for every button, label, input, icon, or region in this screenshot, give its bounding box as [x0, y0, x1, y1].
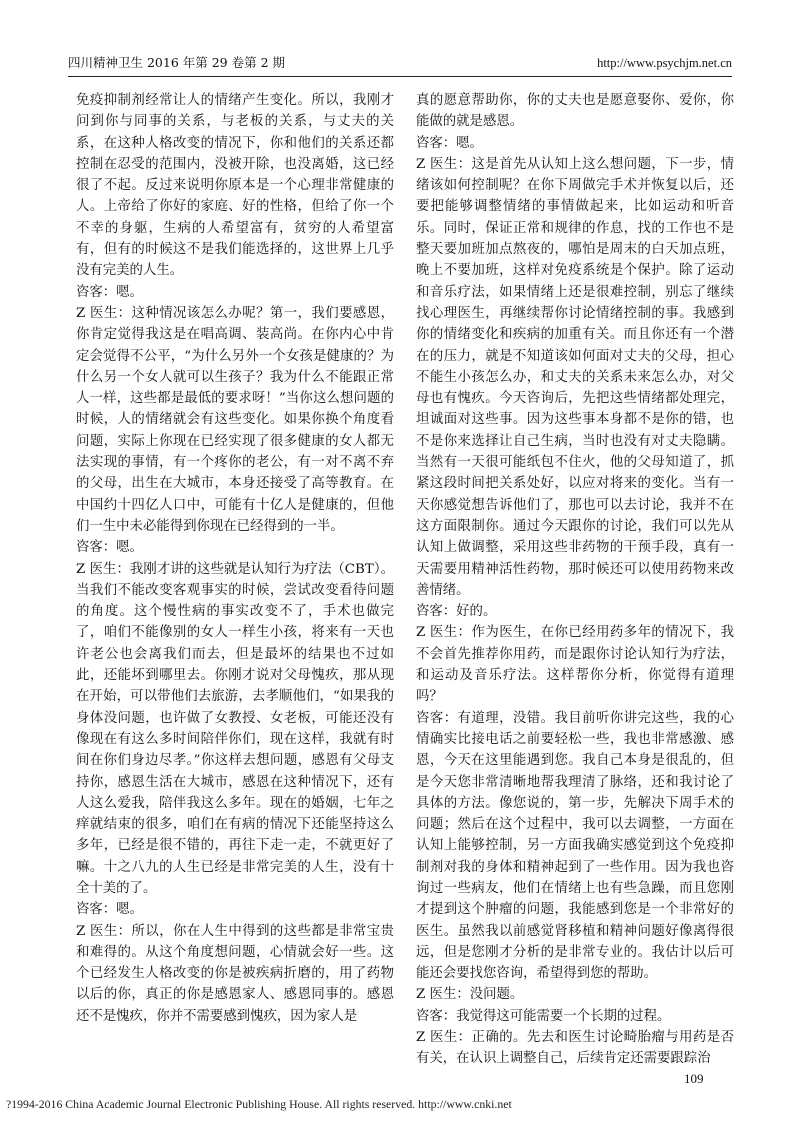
paragraph: 咨客：嗯。 [76, 284, 143, 300]
paragraph: 咨客：嗯。 [76, 902, 143, 918]
paragraph: Z 医生：作为医生，在你已经用药多年的情况下，我不会首先推荐你用药，而是跟你讨论认知行为疗法，和运动及音乐疗法。这样帮你分析，你觉得有道理吗？ [416, 625, 734, 705]
paragraph: 咨客：有道理，没错。我目前听你讲完这些，我的心情确实比接电话之前要轻松一些，我也非常感激、感恩，今天在这里能遇到您。我自己本身是很乱的，但是今天您非常清晰地帮我理清了脉络，还和我讨论了具体的方法。像您说的，第一步，先解决下周手术的问题；然后在这个过程中，我可以去调整，一方面在认知上能够控制，另一方面我确实感觉到这个免疫抑制剂对我的身体和精神起到了一些作用。因为我也咨询过一些病友，他们在情绪上也有些急躁，而且您刚才提到这个肿瘤的问题，我能感到您是一个非常好的医生。虽然我以前感觉肾移植和精神问题好像离得很远，但是您刚才分析的是非常专业的。我估计以后可能还会要找您咨询，希望得到您的帮助。 [416, 710, 734, 982]
copyright-footer: ?1994-2016 China Academic Journal Electronic Publishing House. All rights reserved. http://www.cnki.net [6, 1097, 512, 1111]
journal-title: 四川精神卫生 2016 年第 29 卷第 2 期 [68, 55, 286, 70]
paragraph: 免疫抑制剂经常让人的情绪产生变化。所以，我刚才问到你与同事的关系，与老板的关系，与丈夫的关系，在这种人格改变的情况下，你和他们的关系还都控制在忍受的范围内，没被开除，也没离婚，这已经很了不起。反过来说明你原本是一个心理非常健康的人。上帝给了你好的家庭、好的性格，但给了你一个不幸的身躯，生病的人希望富有，贫穷的人希望富有，但有的时候这不是我们能选择的，这世界上几乎没有完美的人生。 [76, 93, 394, 279]
paragraph: 咨客：我觉得这可能需要一个长期的过程。 [416, 1008, 671, 1024]
paragraph: 咨客：嗯。 [416, 135, 483, 151]
paragraph: Z 医生：我刚才讲的这些就是认知行为疗法（CBT）。当我们不能改变客观事实的时候，尝试改变看待问题的角度。这个慢性病的事实改变不了，手术也做完了，咱们不能像别的女人一样生小孩，将来有一天也许老公也会离我们而去，但是最坏的结果也不过如此，还能坏到哪里去。你刚才说对父母愧疚，那从现在开始，可以带他们去旅游，去孝顺他们，“如果我的身体没问题，也许做了女教授、女老板，可能还没有像现在有这么多时间陪伴你们，现在这样，我就有时间在你们身边尽孝。”你这样去想问题，感恩有父母支持你，感恩生活在大城市，感恩在这种情况下，还有人这么爱我，陪伴我这么多年。现在的婚姻，七年之痒就结束的很多，咱们在有病的情况下还能坚持这么多年，已经是很不错的，再往下走一走，不就更好了嘛。十之八九的人生已经是非常完美的人生，没有十全十美的了。 [76, 561, 394, 896]
page-header [68, 50, 732, 77]
paragraph: Z 医生：这种情况该怎么办呢？第一，我们要感恩，你肯定觉得我这是在唱高调、装高尚。在你内心中肯定会觉得不公平，“为什么另外一个女孩是健康的？为什么另一个女人就可以生孩子？我为什么不能跟正常人一样，这些都是最低的要求呀！”当你这么想问题的时候，人的情绪就会有这些变化。如果你换个角度看问题，实际上你现在已经实现了很多健康的女人都无法实现的事情，有一个疼你的老公，有一对不离不弃的父母，出生在大城市，本身还接受了高等教育。在中国约十四亿人口中，可能有十亿人是健康的，但他们一生中未必能得到你现在已经得到的一半。 [76, 305, 394, 534]
paragraph: 咨客：嗯。 [76, 540, 143, 556]
journal-url: http://www.psychjm.net.cn [597, 56, 732, 70]
paragraph: Z 医生：这是首先从认知上这么想问题，下一步，情绪该如何控制呢？在你下周做完手术并恢复以后，还要把能够调整情绪的事情做起来，比如运动和听音乐。同时，保证正常和规律的作息，找的工作也不是整天要加班加点熬夜的，哪怕是周末的白天加点班，晚上不要加班，这样对免疫系统是个保护。除了运动和音乐疗法，如果情绪上还是很难控制，别忘了继续找心理医生，再继续帮你讨论情绪控制的事。我感到你的情绪变化和疾病的加重有关。而且你还有一个潜在的压力，就是不知道该如何面对丈夫的父母，担心不能生小孩怎么办，和丈夫的关系未来怎么办，对父母也有愧疚。今天咨询后，先把这些情绪都处理完，坦诚面对这些事。因为这些事本身都不是你的错，也不是你来选择让自己生病，当时也没有对丈夫隐瞒。当然有一天很可能纸包不住火，他的父母知道了，抓紧这段时间把关系处好，以应对将来的变化。当有一天你感觉想告诉他们了，那也可以去讨论，我并不在这方面限制你。通过今天跟你的讨论，我们可以先从认知上做调整，采用这些非药物的干预手段，真有一天需要用精神活性药物，那时候还可以使用药物来改善情绪。 [416, 156, 734, 598]
paragraph: 咨客：好的。 [416, 604, 497, 620]
page-number: 109 [684, 1071, 704, 1086]
paragraph: Z 医生：正确的。先去和医生讨论畸胎瘤与用药是否有关，在认识上调整自己，后续肯定还需要跟踪治 [416, 1030, 734, 1067]
paragraph: 真的愿意帮助你，你的丈夫也是愿意娶你、爱你，你能做的就是感恩。 [416, 93, 734, 130]
left-column [76, 90, 394, 1027]
paragraph: Z 医生：所以，你在人生中得到的这些都是非常宝贵和难得的。从这个角度想问题，心情就会好一些。这个已经发生人格改变的你是被疾病折磨的，用了药物以后的你，真正的你是感恩家人、感恩同事的。感恩还不是愧疚，你并不需要感到愧疚，因为家人是 [76, 923, 394, 1024]
paragraph: Z 医生：没问题。 [416, 987, 524, 1003]
right-column [416, 90, 734, 1070]
